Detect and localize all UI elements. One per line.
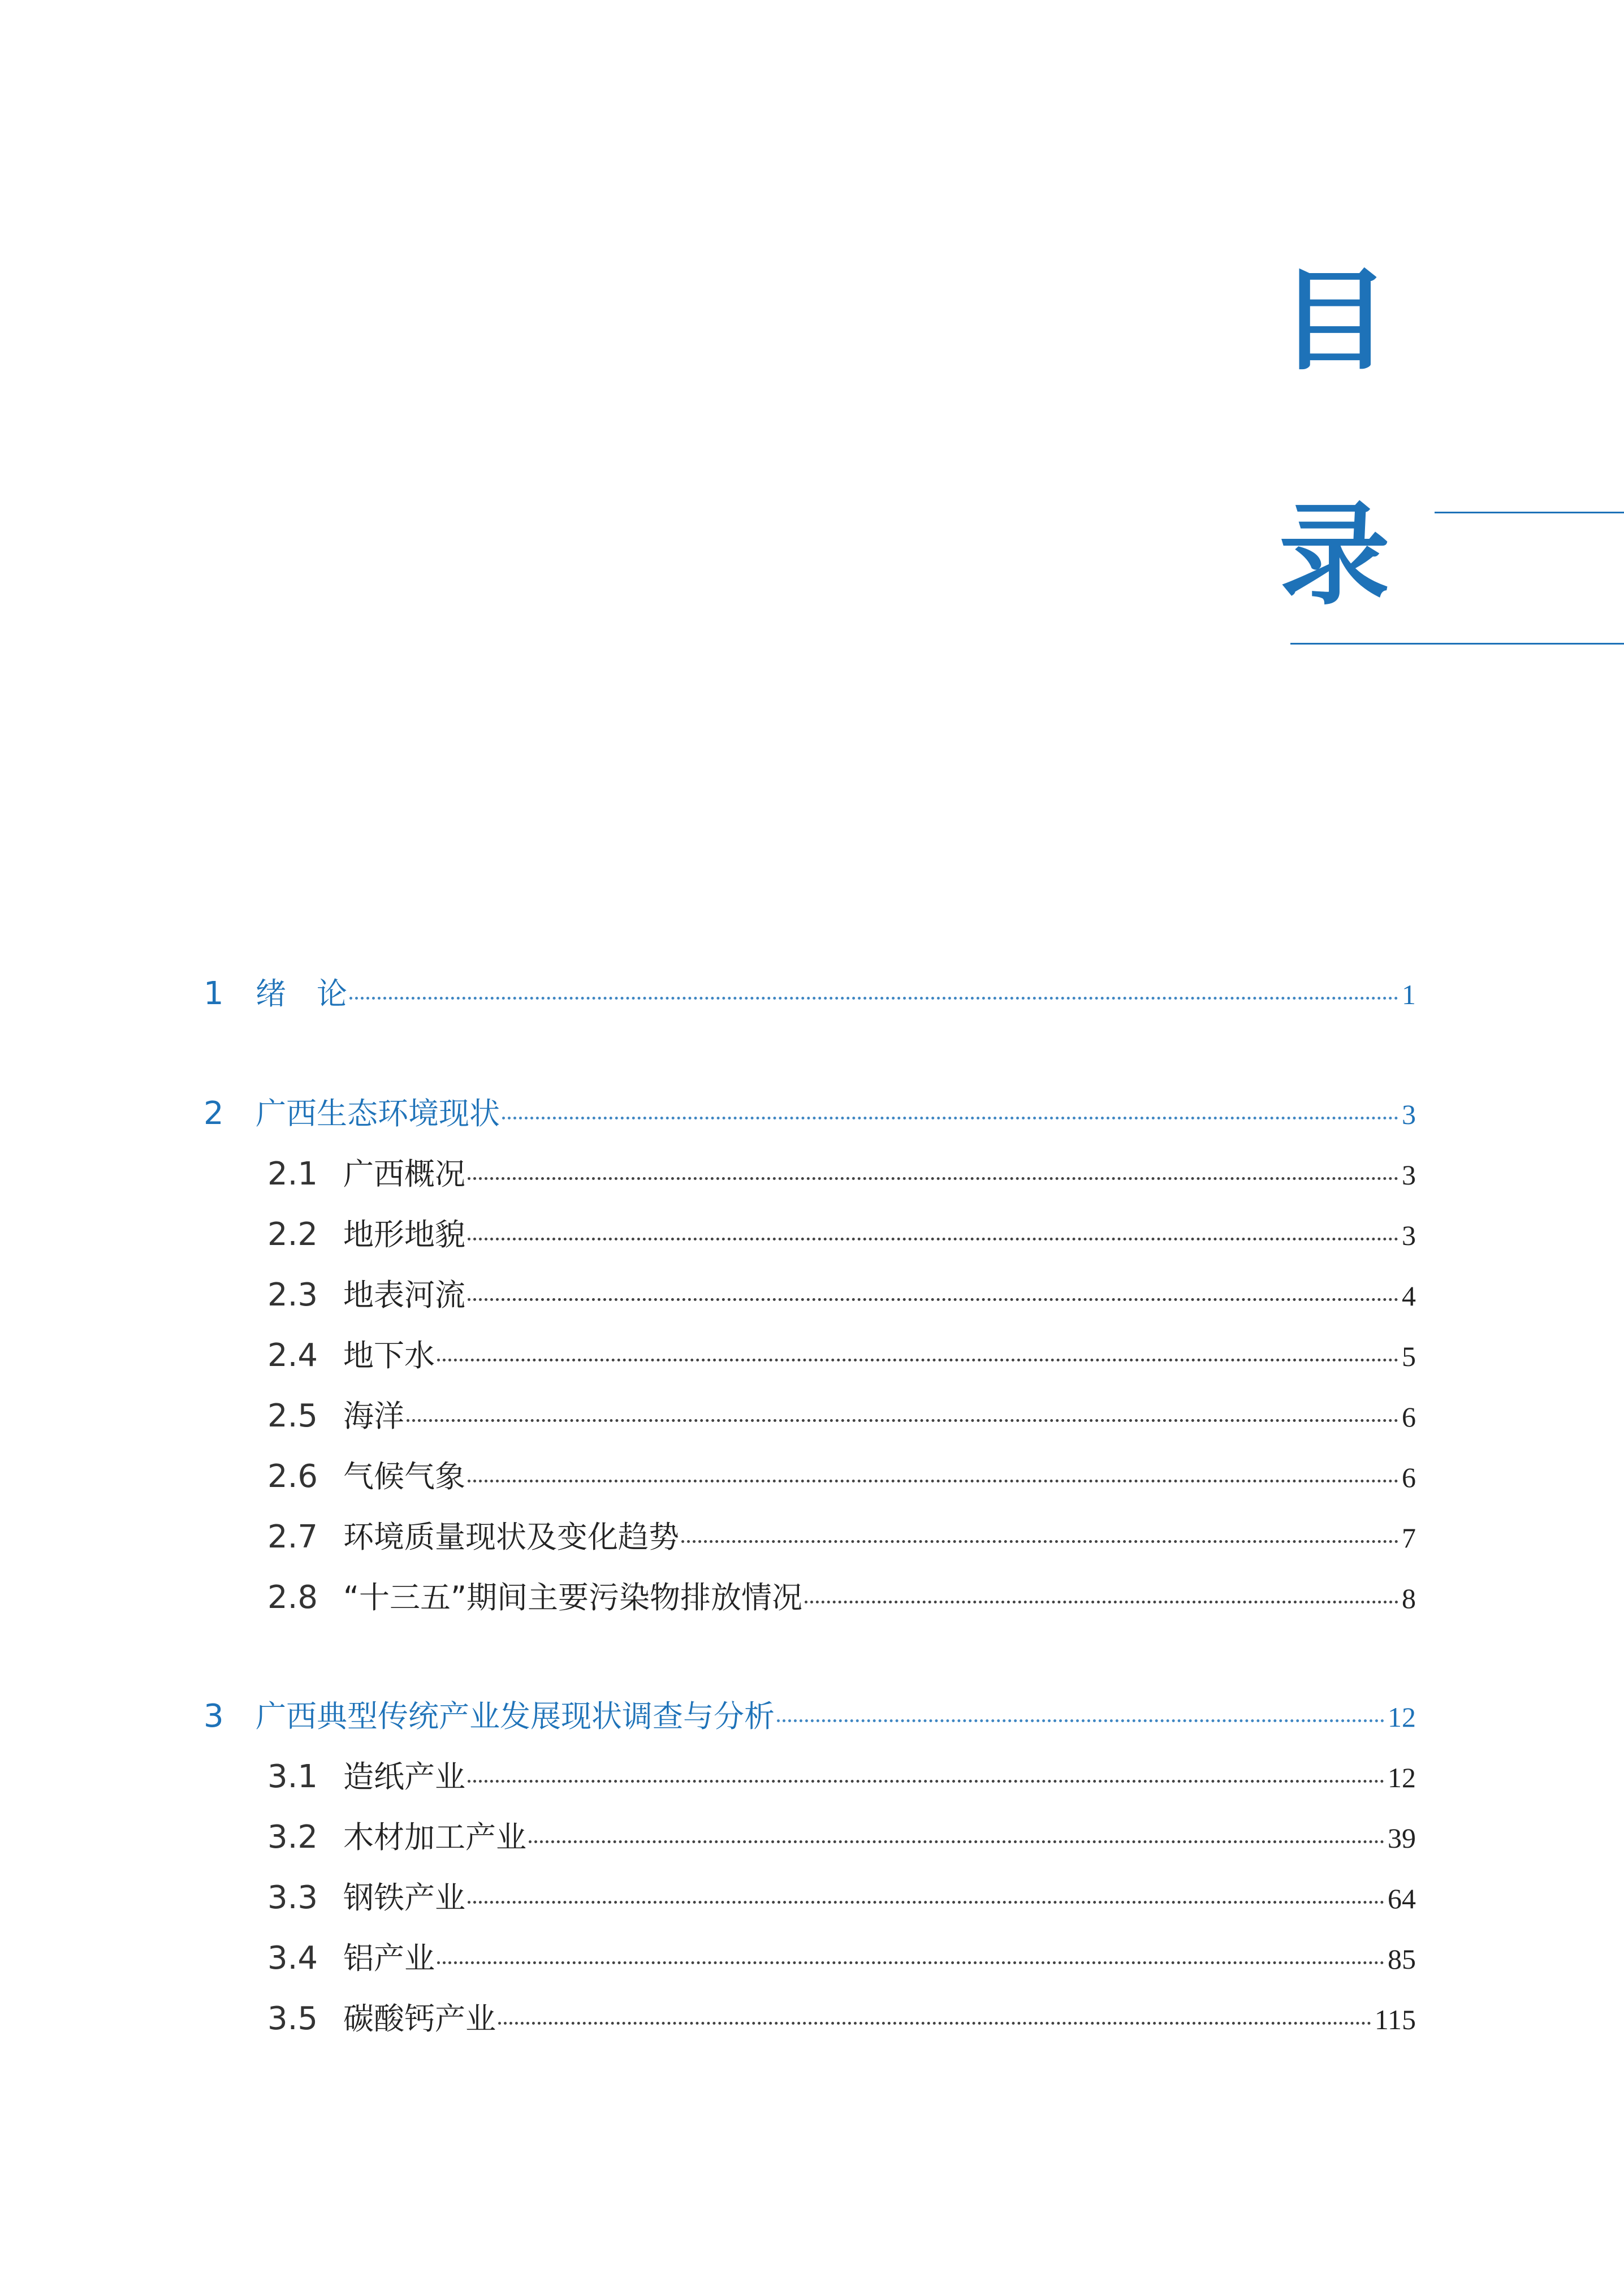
section-number: 2.5 [267, 1398, 318, 1434]
toc-entry-section-2-4[interactable] [267, 1331, 1416, 1377]
toc-entry-chapter-2[interactable] [204, 1090, 1416, 1135]
toc-entry-chapter-3[interactable] [204, 1692, 1416, 1737]
section-title: 广西概况 [343, 1156, 465, 1192]
dot-leader [349, 997, 1398, 1000]
dot-leader [777, 1719, 1384, 1722]
toc-entry-section-3-3[interactable] [267, 1874, 1416, 1919]
section-number: 3.2 [267, 1819, 318, 1856]
page-number: 6 [1402, 1401, 1416, 1433]
toc-entry-section-2-8[interactable] [267, 1573, 1416, 1619]
toc-entry-section-2-6[interactable] [267, 1452, 1416, 1498]
toc-entry-section-3-2[interactable] [267, 1813, 1416, 1858]
page-number: 4 [1402, 1280, 1416, 1312]
chapter-number: 1 [204, 975, 224, 1012]
page-number: 1 [1402, 979, 1416, 1010]
section-title: “十三五”期间主要污染物排放情况 [343, 1580, 802, 1615]
dot-leader [502, 1117, 1398, 1119]
section-title: 地下水 [343, 1338, 435, 1373]
dot-leader [529, 1840, 1384, 1843]
toc-entry-chapter-1[interactable] [204, 970, 1416, 1015]
section-title: 地形地貌 [343, 1217, 465, 1252]
page-number: 3 [1402, 1159, 1416, 1191]
chapter-title: 广西生态环境现状 [256, 1096, 500, 1131]
page-number: 12 [1388, 1762, 1416, 1793]
dot-leader [468, 1177, 1398, 1180]
toc-entry-section-3-4[interactable] [267, 1934, 1416, 1979]
section-title: 环境质量现状及变化趋势 [343, 1519, 679, 1555]
toc-entry-section-2-5[interactable] [267, 1392, 1416, 1437]
section-number: 2.1 [267, 1156, 318, 1192]
page-number: 3 [1402, 1099, 1416, 1130]
dot-leader [468, 1298, 1398, 1301]
toc-entry-section-2-1[interactable] [267, 1150, 1416, 1195]
dot-leader [468, 1480, 1398, 1482]
dot-leader [468, 1780, 1384, 1783]
page-number: 7 [1402, 1522, 1416, 1554]
section-number: 2.8 [267, 1579, 318, 1616]
section-number: 2.6 [267, 1458, 318, 1495]
section-number: 2.3 [267, 1277, 318, 1313]
toc-entry-section-2-7[interactable] [267, 1513, 1416, 1558]
section-title: 铝产业 [343, 1940, 435, 1976]
page-number: 85 [1388, 1943, 1416, 1975]
section-number: 3.4 [267, 1940, 318, 1977]
page-number: 6 [1402, 1462, 1416, 1493]
page-number: 64 [1388, 1883, 1416, 1914]
section-title: 地表河流 [343, 1277, 465, 1313]
page-number: 115 [1374, 2004, 1416, 2035]
page-number: 12 [1388, 1701, 1416, 1733]
toc-entry-section-2-3[interactable] [267, 1271, 1416, 1316]
section-title: 气候气象 [343, 1459, 465, 1494]
section-title: 造纸产业 [343, 1759, 465, 1795]
chapter-title: 广西典型传统产业发展现状调查与分析 [256, 1698, 775, 1734]
section-title: 碳酸钙产业 [343, 2001, 496, 2037]
toc-entry-section-2-2[interactable] [267, 1211, 1416, 1256]
page-number: 3 [1402, 1220, 1416, 1251]
dot-leader [437, 1961, 1384, 1964]
toc-entry-section-3-1[interactable] [267, 1753, 1416, 1798]
chapter-number: 2 [204, 1095, 224, 1132]
section-number: 2.7 [267, 1519, 318, 1555]
section-number: 2.4 [267, 1337, 318, 1374]
page-number: 39 [1388, 1822, 1416, 1854]
toc-title-char-2: 录 [1279, 491, 1390, 620]
section-title: 海洋 [343, 1398, 404, 1434]
dot-leader [407, 1419, 1398, 1422]
toc-title-char-1: 目 [1279, 257, 1390, 386]
toc-entry-section-3-5[interactable] [267, 1995, 1416, 2040]
section-title: 木材加工产业 [343, 1819, 526, 1855]
dot-leader [681, 1540, 1398, 1543]
section-title: 钢铁产业 [343, 1880, 465, 1916]
section-number: 2.2 [267, 1216, 318, 1253]
section-number: 3.3 [267, 1879, 318, 1916]
dot-leader [468, 1238, 1398, 1240]
dot-leader [468, 1901, 1384, 1904]
page-number: 8 [1402, 1583, 1416, 1614]
dot-leader [498, 2022, 1371, 2025]
dot-leader [805, 1601, 1398, 1603]
chapter-title: 绪 论 [256, 976, 347, 1011]
page-number: 5 [1402, 1341, 1416, 1372]
chapter-number: 3 [204, 1698, 224, 1735]
dot-leader [437, 1359, 1398, 1361]
section-number: 3.5 [267, 2000, 318, 2037]
section-number: 3.1 [267, 1758, 318, 1795]
